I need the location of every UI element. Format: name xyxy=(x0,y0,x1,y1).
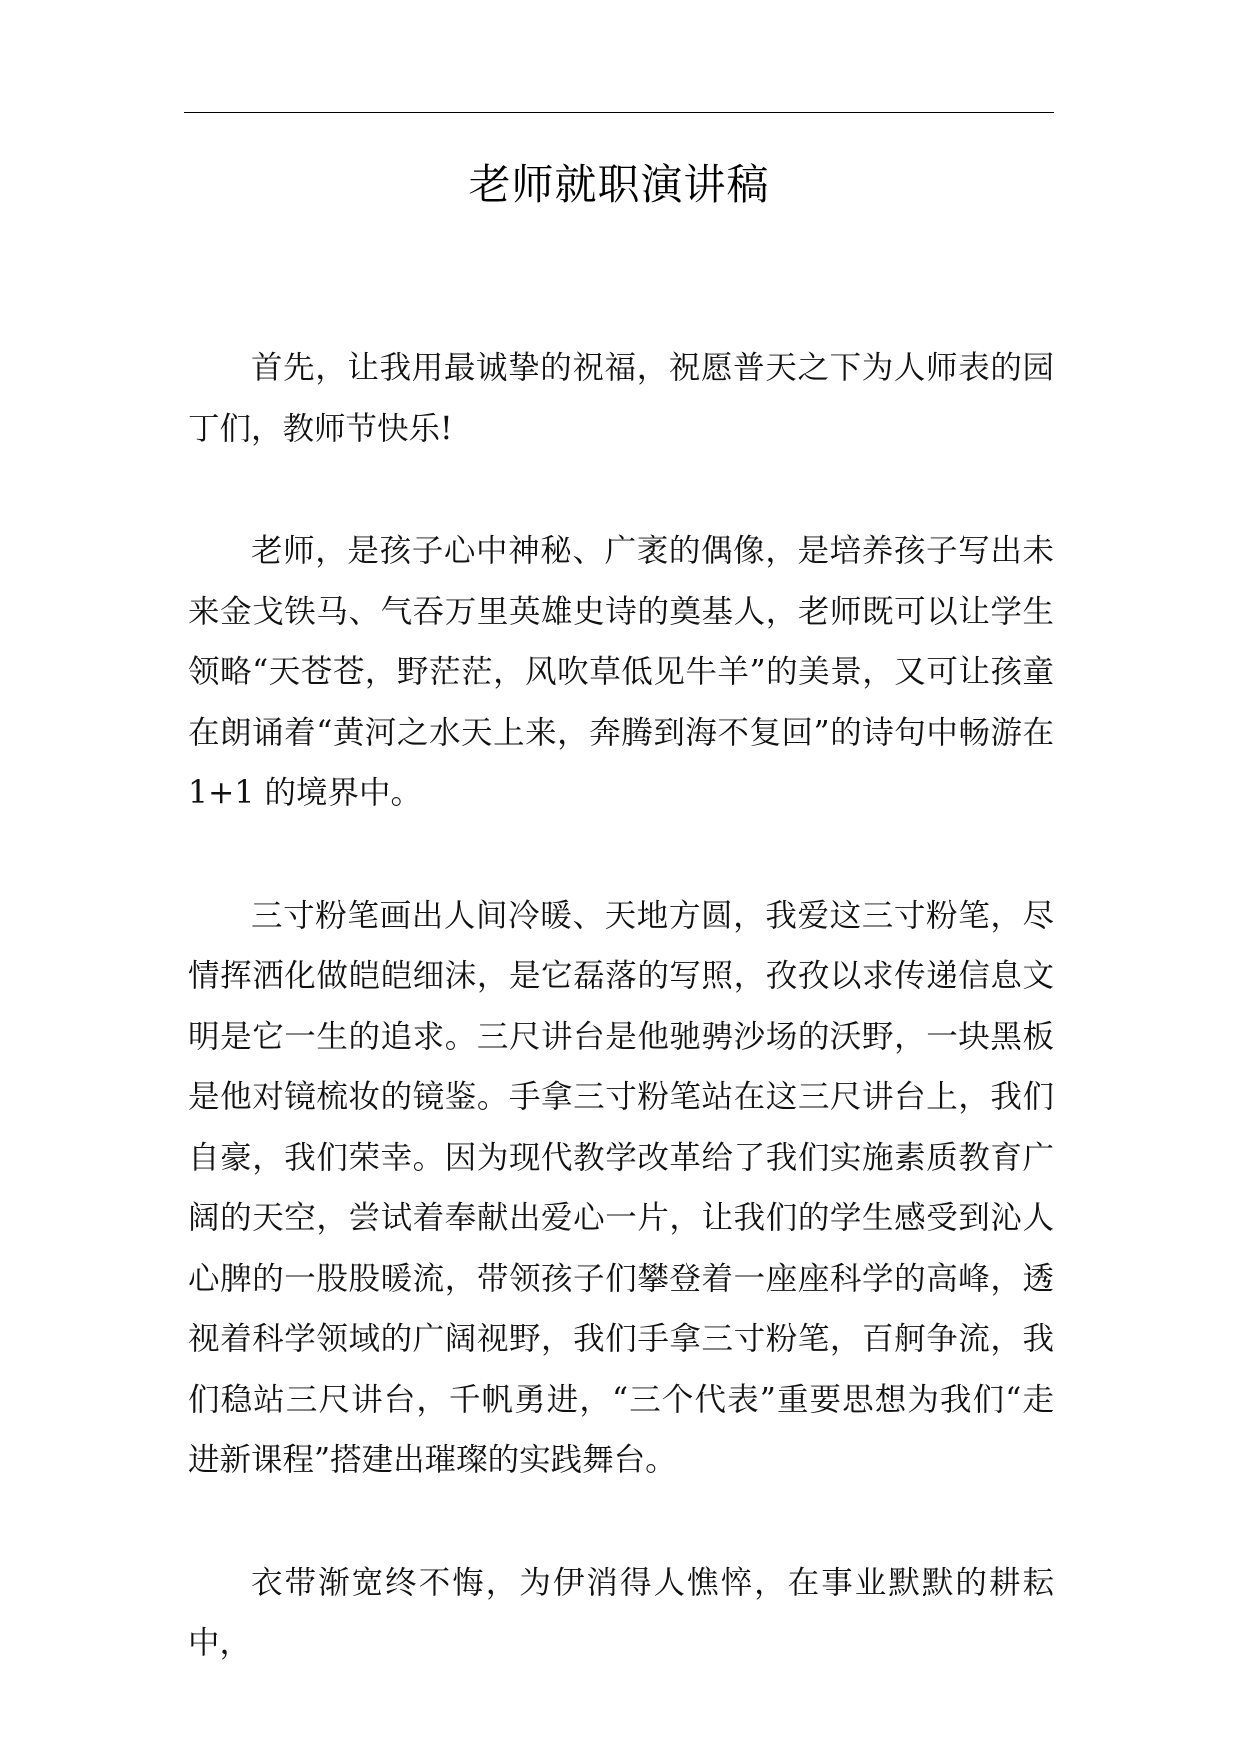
document-body xyxy=(188,338,1054,1736)
paragraph-greeting: 首先，让我用最诚挚的祝福，祝愿普天之下为人师表的园丁们，教师节快乐! xyxy=(188,350,1054,447)
header-rule xyxy=(184,112,1054,113)
paragraph-teacher-idol: 老师，是孩子心中神秘、广袤的偶像，是培养孩子写出未来金戈铁马、气吞万里英雄史诗的奠基人，老师既可以让学生领略“天苍苍，野茫茫，风吹草低见牛羊”的美景，又可让孩童在朗诵着“黄河之水天上来，奔腾到海不复回”的诗句中畅游在 1+1 的境界中。 xyxy=(188,533,1054,811)
document-title: 老师就职演讲稿 xyxy=(468,160,770,209)
paragraph-chalk-podium: 三寸粉笔画出人间冷暖、天地方圆，我爱这三寸粉笔，尽情挥洒化做皑皑细沫，是它磊落的写照，孜孜以求传递信息文明是它一生的追求。三尺讲台是他驰骋沙场的沃野，一块黑板是他对镜梳妆的镜鉴。手拿三寸粉笔站在这三尺讲台上，我们自豪，我们荣幸。因为现代教学改革给了我们实施素质教育广阔的天空，尝试着奉献出爱心一片，让我们的学生感受到沁人心脾的一股股暖流，带领孩子们攀登着一座座科学的高峰，透视着科学领域的广阔视野，我们手拿三寸粉笔，百舸争流，我们稳站三尺讲台，千帆勇进，“三个代表”重要思想为我们“走进新课程”搭建出璀璨的实践舞台。 xyxy=(188,897,1054,1478)
paragraph-dedication: 衣带渐宽终不悔，为伊消得人憔悴，在事业默默的耕耘中， xyxy=(188,1564,1054,1661)
